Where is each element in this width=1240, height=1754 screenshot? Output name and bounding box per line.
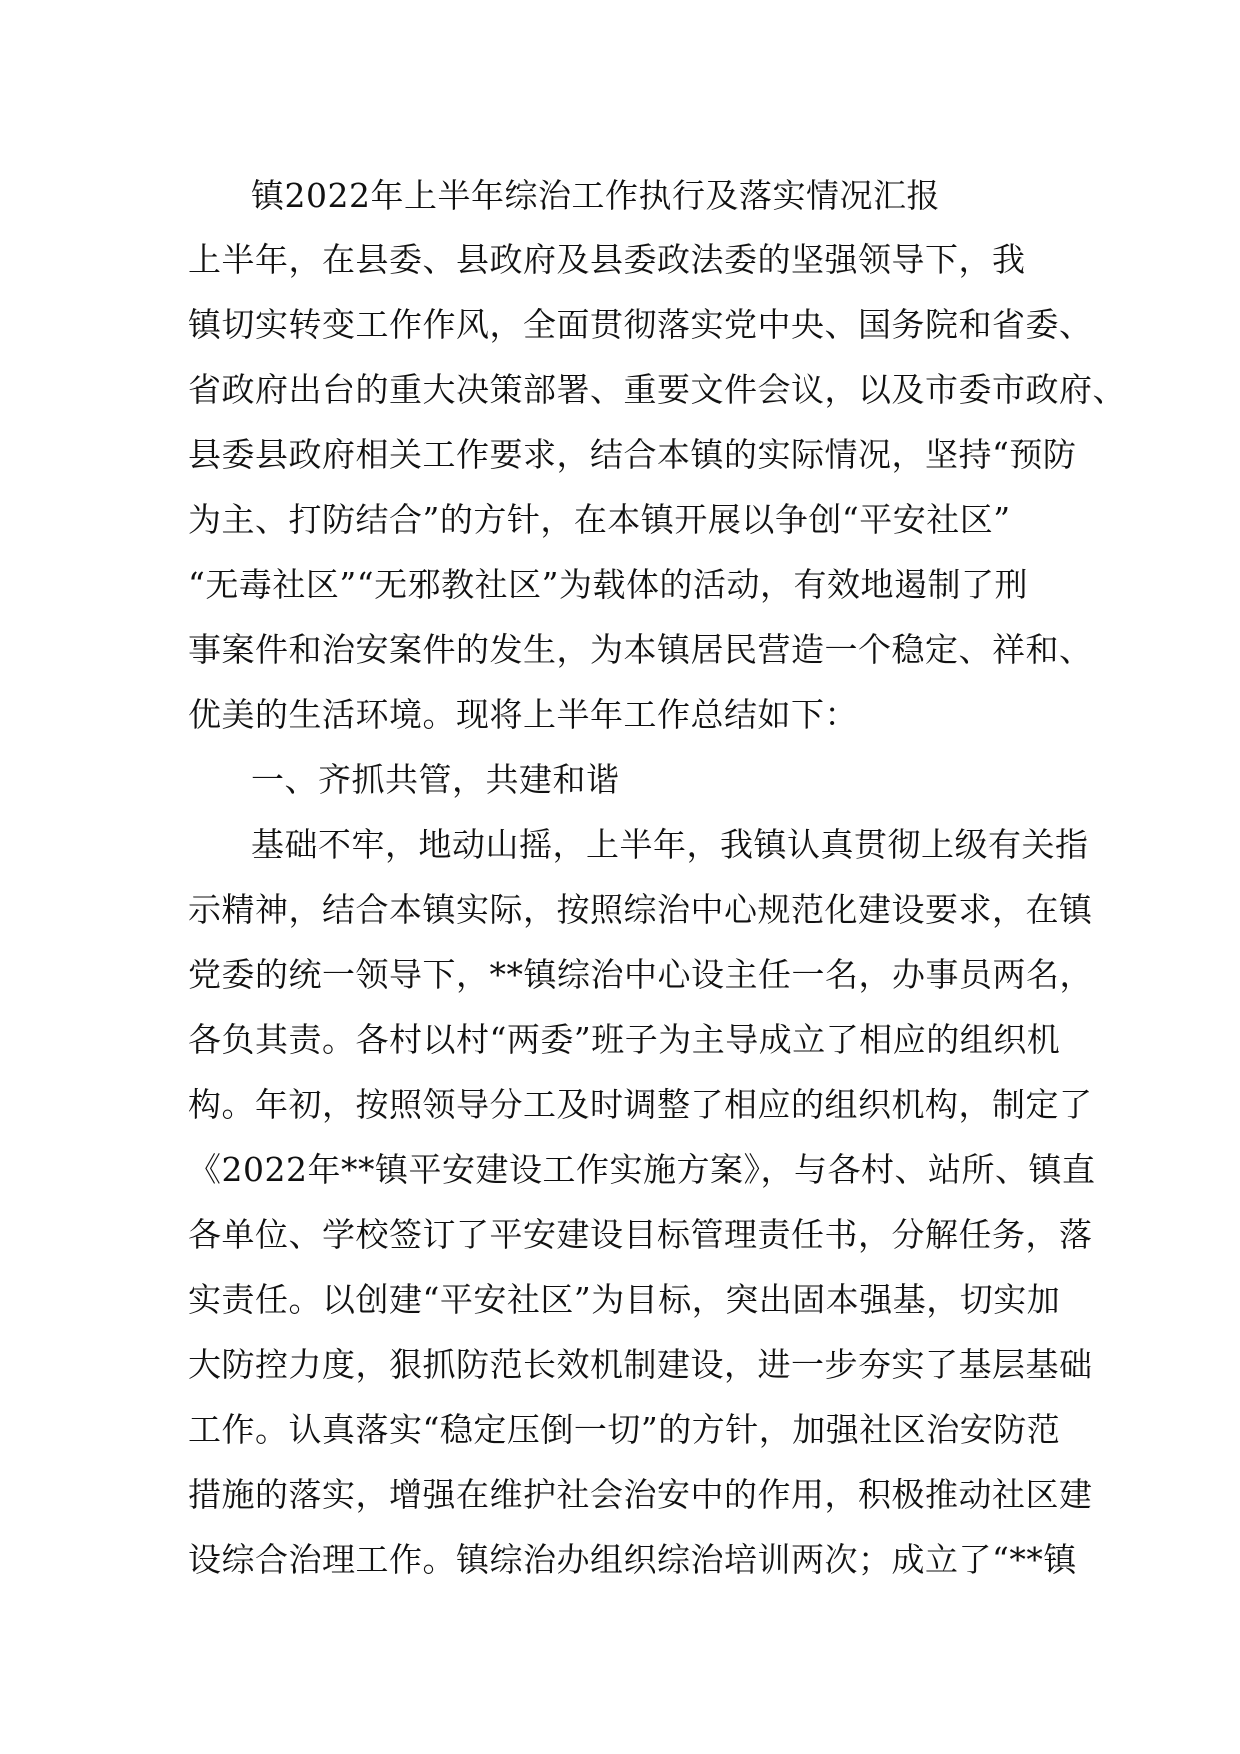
- paragraph-line-6: “无毒社区”“无邪教社区”为载体的活动，有效地遏制了刑: [188, 565, 1028, 604]
- paragraph-line-1: 上半年，在县委、县政府及县委政法委的坚强领导下，我: [188, 240, 1026, 279]
- document-title: 镇2022年上半年综治工作执行及落实情况汇报: [251, 176, 940, 215]
- paragraph-line-2: 镇切实转变工作作风，全面贯彻落实党中央、国务院和省委、: [188, 305, 1093, 344]
- paragraph-line-4: 县委县政府相关工作要求，结合本镇的实际情况，坚持“预防: [188, 435, 1077, 474]
- paragraph-line-13: 各负其责。各村以村“两委”班子为主导成立了相应的组织机: [188, 1020, 1061, 1059]
- paragraph-line-18: 大防控力度，狠抓防范长效机制建设，进一步夯实了基层基础: [188, 1345, 1093, 1384]
- paragraph-line-16: 各单位、学校签订了平安建设目标管理责任书，分解任务，落: [188, 1215, 1093, 1254]
- paragraph-line-11: 示精神，结合本镇实际，按照综治中心规范化建设要求，在镇: [188, 890, 1093, 929]
- paragraph-line-19: 工作。认真落实“稳定压倒一切”的方针，加强社区治安防范: [188, 1410, 1061, 1449]
- paragraph-line-15: 《2022年**镇平安建设工作实施方案》，与各村、站所、镇直: [188, 1150, 1096, 1189]
- paragraph-line-17: 实责任。以创建“平安社区”为目标，突出固本强基，切实加: [188, 1280, 1061, 1319]
- paragraph-line-7: 事案件和治安案件的发生，为本镇居民营造一个稳定、祥和、: [188, 630, 1093, 669]
- paragraph-line-3: 省政府出台的重大决策部署、重要文件会议，以及市委市政府、: [188, 370, 1126, 409]
- paragraph-line-21: 设综合治理工作。镇综治办组织综治培训两次；成立了“**镇: [188, 1540, 1077, 1579]
- paragraph-line-14: 构。年初，按照领导分工及时调整了相应的组织机构，制定了: [188, 1085, 1093, 1124]
- paragraph-line-10: 基础不牢，地动山摇，上半年，我镇认真贯彻上级有关指: [251, 825, 1089, 864]
- paragraph-line-5: 为主、打防结合”的方针，在本镇开展以争创“平安社区”: [188, 500, 1011, 539]
- section-heading: 一、齐抓共管，共建和谐: [251, 760, 620, 799]
- paragraph-line-20: 措施的落实，增强在维护社会治安中的作用，积极推动社区建: [188, 1475, 1093, 1514]
- paragraph-line-8: 优美的生活环境。现将上半年工作总结如下：: [188, 695, 858, 734]
- paragraph-line-12: 党委的统一领导下，**镇综治中心设主任一名，办事员两名，: [188, 955, 1093, 994]
